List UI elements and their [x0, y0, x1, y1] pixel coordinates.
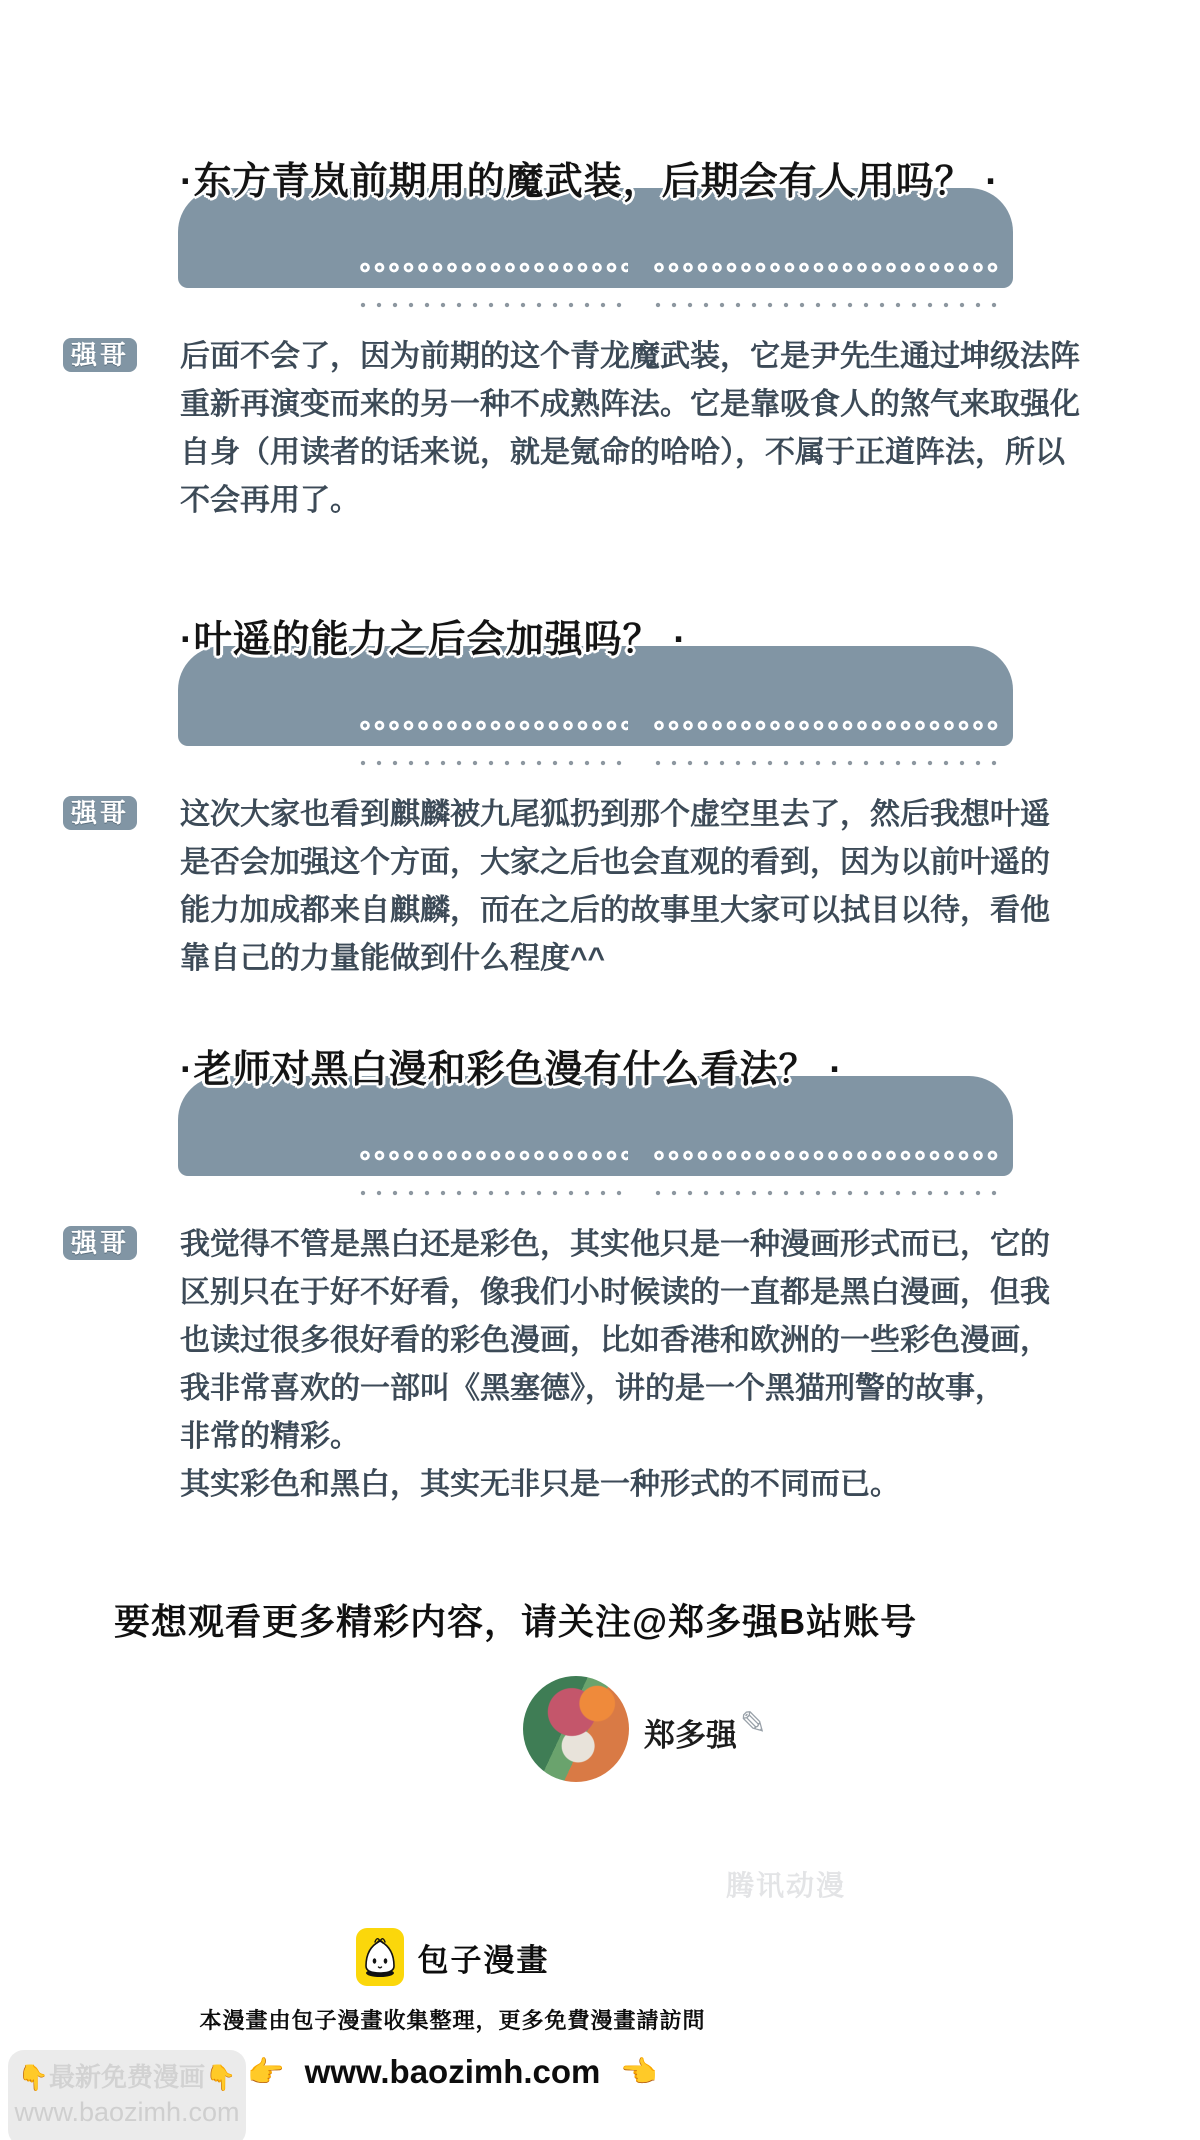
- cta-text: 要想观看更多精彩内容，请关注@郑多强B站账号: [114, 1601, 918, 1642]
- divider-dots-left: [360, 760, 628, 766]
- promo-label-line: [8, 2057, 246, 2094]
- answerer-badge: 强哥: [63, 796, 137, 830]
- answer-row: [63, 1221, 1050, 1509]
- brand-row: [0, 1928, 905, 1986]
- question-title: ·叶遥的能力之后会加强吗？ ·: [180, 619, 687, 661]
- question-title: ·东方青岚前期用的魔武装，后期会有人用吗？ ·: [180, 161, 999, 203]
- divider-dots-right: [655, 760, 1000, 766]
- baozi-logo-icon: [356, 1928, 404, 1986]
- point-down-icon: 👇: [205, 2064, 237, 2092]
- answer-line: 这次大家也看到麒麟被九尾狐扔到那个虚空里去了，然后我想叶遥: [180, 798, 1050, 831]
- banner-ring-dots: [360, 262, 999, 273]
- account-name[interactable]: 郑多强: [644, 1718, 737, 1753]
- ring-dots-left: [360, 1150, 628, 1161]
- footer-url[interactable]: www.baozimh.com: [304, 2053, 601, 2090]
- qa-block: [0, 1048, 1200, 1501]
- answer-row: [63, 333, 1080, 525]
- corner-promo-overlay: [8, 2050, 246, 2140]
- point-right-icon: 👉: [247, 2055, 285, 2089]
- point-down-icon: 👇: [17, 2064, 49, 2092]
- answer-line: 非常的精彩。: [180, 1420, 360, 1453]
- ring-dots-right: [654, 720, 999, 731]
- answer-line: 能力加成都来自麒麟，而在之后的故事里大家可以拭目以待，看他: [180, 894, 1050, 927]
- divider-dots-right: [655, 302, 1000, 308]
- divider-dots: [360, 1190, 1000, 1196]
- qa-block: [0, 160, 1200, 517]
- avatar-image[interactable]: [523, 1676, 629, 1782]
- ring-dots-right: [654, 262, 999, 273]
- pencil-icon: ✎: [740, 1705, 767, 1741]
- divider-dots-left: [360, 302, 628, 308]
- divider-dots: [360, 760, 1000, 766]
- banner-ring-dots: [360, 1150, 999, 1161]
- answer-line: 其实彩色和黑白，其实无非只是一种形式的不同而已。: [180, 1468, 900, 1501]
- ring-dots-left: [360, 720, 628, 731]
- answer-text: [180, 791, 1050, 983]
- answerer-badge: 强哥: [63, 338, 137, 372]
- answer-line: 我非常喜欢的一部叫《黑塞德》，讲的是一个黑猫刑警的故事，: [180, 1372, 1005, 1405]
- divider-dots-left: [360, 1190, 628, 1196]
- answer-row: [63, 791, 1050, 983]
- ring-dots-left: [360, 262, 628, 273]
- answer-line: 自身（用读者的话来说，就是氪命的哈哈），不属于正道阵法，所以: [180, 436, 1065, 469]
- question-title: ·老师对黑白漫和彩色漫有什么看法？ ·: [180, 1049, 843, 1091]
- ring-dots-right: [654, 1150, 999, 1161]
- divider-dots-right: [655, 1190, 1000, 1196]
- answer-line: 也读过很多很好看的彩色漫画，比如香港和欧洲的一些彩色漫画，: [180, 1324, 1050, 1357]
- answer-line: 是否会加强这个方面，大家之后也会直观的看到，因为以前叶遥的: [180, 846, 1050, 879]
- answerer-badge: 强哥: [63, 1226, 137, 1260]
- promo-label: 最新免费漫画: [48, 2062, 205, 2092]
- answer-text: [180, 1221, 1050, 1509]
- answer-line: 重新再演变而来的另一种不成熟阵法。它是靠吸食人的煞气来取强化: [180, 388, 1080, 421]
- answer-line: 不会再用了。: [180, 484, 360, 517]
- answer-text: [180, 333, 1080, 525]
- qa-block: [0, 618, 1200, 975]
- question-header: [178, 160, 1013, 204]
- answer-line: 靠自己的力量能做到什么程度^^: [180, 942, 606, 975]
- answer-line: 后面不会了，因为前期的这个青龙魔武装，它是尹先生通过坤级法阵: [180, 340, 1080, 373]
- answer-line: 区别只在于好不好看，像我们小时候读的一直都是黑白漫画，但我: [180, 1276, 1050, 1309]
- answer-line: 我觉得不管是黑白还是彩色，其实他只是一种漫画形式而已，它的: [180, 1228, 1050, 1261]
- banner-ring-dots: [360, 720, 999, 731]
- promo-url[interactable]: www.baozimh.com: [14, 2097, 240, 2127]
- footer-notice: 本漫畫由包子漫畫收集整理，更多免費漫畫請訪問: [199, 2008, 706, 2033]
- question-header: [178, 618, 1013, 662]
- question-header: [178, 1048, 1013, 1092]
- divider-dots: [360, 302, 1000, 308]
- brand-name: 包子漫畫: [417, 1942, 550, 1978]
- tencent-watermark: 腾讯动漫: [726, 1870, 847, 1901]
- point-left-icon: 👈: [620, 2055, 658, 2089]
